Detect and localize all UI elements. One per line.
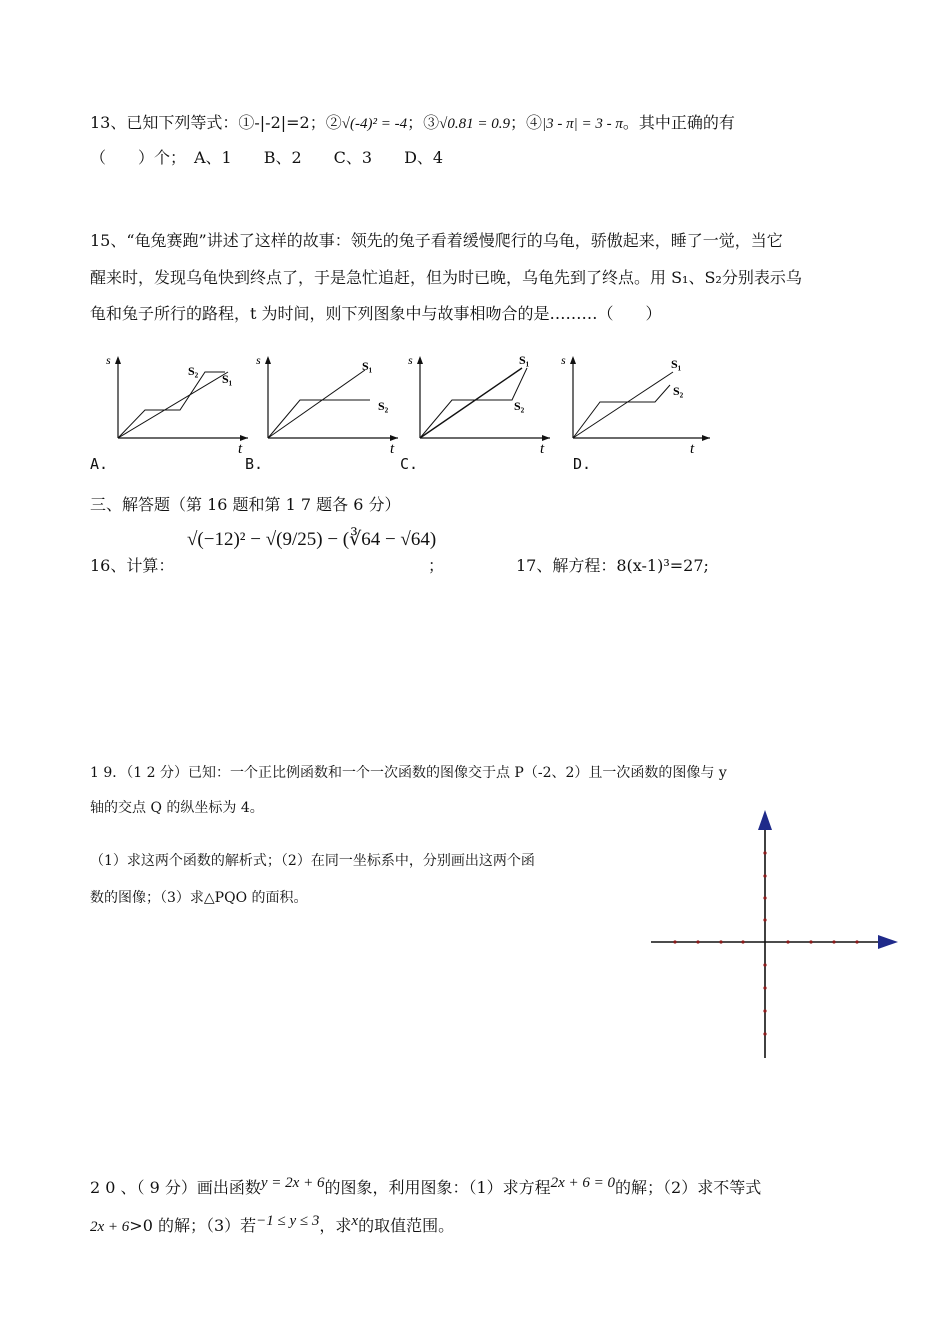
graph-d-t-label: t — [690, 441, 695, 455]
graph-d — [555, 350, 715, 455]
q20-mid1: 的图象，利用图象：（1）求方程 — [324, 1178, 551, 1197]
q20-line2 — [90, 1213, 454, 1236]
coordinate-axes — [648, 808, 904, 1060]
graph-a-s2-label: S₂ — [188, 364, 199, 378]
graph-b-choice: B. — [245, 455, 264, 473]
graph-b — [250, 350, 400, 455]
q20-mid4: ，求 — [319, 1216, 352, 1235]
q13-sep3: ；④ — [509, 113, 542, 132]
graph-d-choice: D. — [573, 455, 592, 473]
q20-equation: 2x + 6 = 0 — [550, 1175, 616, 1191]
q16-semicolon: ； — [428, 556, 445, 575]
q19-line3: （1）求这两个函数的解析式；（2）在同一坐标系中，分别画出这两个函 — [90, 853, 535, 869]
graph-b-t-label: t — [390, 441, 395, 455]
q13-sep2: ；③ — [407, 113, 440, 132]
graph-a-s-label: s — [106, 353, 111, 367]
q20-range: −1 ≤ y ≤ 3 — [256, 1213, 320, 1229]
q13-line2: （ ）个； A、1 B、2 C、3 D、4 — [90, 148, 444, 167]
q19-line1: 1 9．（1 2 分）已知：一个正比例函数和一个一次函数的图像交于点 P（-2、2）且一次函数的图像与 y — [90, 765, 727, 781]
graph-c — [402, 350, 552, 455]
q13-eq3: √0.81 = 0.9 — [439, 116, 510, 132]
graph-c-s1-label: S₁ — [519, 353, 530, 367]
q13-tail: 。其中正确的有 — [622, 113, 735, 132]
graph-a-t-label: t — [238, 441, 243, 455]
q15-line1: 15、“龟兔赛跑”讲述了这样的故事：领先的兔子看着缓慢爬行的乌龟，骄傲起来，睡了一觉，当它 — [90, 231, 783, 250]
graph-d-s1-label: S₁ — [671, 357, 682, 371]
q20-line1 — [90, 1175, 761, 1198]
section-3-heading: 三、解答题（第 16 题和第 1 7 题各 6 分） — [90, 495, 401, 514]
graph-c-s-label: s — [408, 353, 413, 367]
q15-line3: 龟和兔子所行的路程，t 为时间，则下列图象中与故事相吻合的是………（ ） — [90, 304, 662, 323]
graph-c-t-label: t — [540, 441, 545, 455]
graph-b-s2-label: S₂ — [378, 399, 389, 413]
q20-mid2: 的解；（2）求不等式 — [615, 1178, 762, 1197]
q20-mid3: >0 的解；（3）若 — [129, 1216, 257, 1235]
q15-line2: 醒来时，发现乌龟快到终点了，于是急忙追赶，但为时已晚，乌龟先到了终点。用 S₁、S₂分别表示乌 — [90, 268, 802, 287]
q20-lead: 2 0 、（ 9 分）画出函数 — [90, 1178, 261, 1197]
q16-expression: √(−12)² − √(9/25) − (∛64 − √64) — [187, 529, 437, 550]
graph-a — [100, 350, 250, 455]
q13-eq4: |3 - π| = 3 - π — [541, 116, 623, 132]
q20-function: y = 2x + 6 — [260, 1175, 325, 1191]
graph-a-choice: A. — [90, 455, 109, 473]
graph-c-choice: C. — [400, 455, 419, 473]
q20-inequality: 2x + 6 — [90, 1219, 130, 1235]
graph-d-s-label: s — [561, 353, 566, 367]
graph-b-s1-label: S₁ — [362, 359, 373, 373]
q19-line2: 轴的交点 Q 的纵坐标为 4。 — [90, 800, 264, 816]
graph-a-s1-label: S₁ — [222, 372, 233, 386]
graph-c-s2-label: S₂ — [514, 399, 525, 413]
q19-line4: 数的图像；（3）求△PQO 的面积。 — [90, 890, 308, 906]
q13-lead: 13、已知下列等式：①-|-2|=2；② — [90, 113, 342, 132]
q13-eq2: √(-4)² = -4 — [341, 116, 408, 132]
q13-line1 — [90, 110, 735, 133]
q20-tail: 的取值范围。 — [358, 1216, 455, 1235]
graph-d-s2-label: S₂ — [673, 384, 684, 398]
q20-x: x — [351, 1213, 359, 1229]
q16-label: 16、计算： — [90, 556, 175, 575]
graph-b-s-label: s — [256, 353, 261, 367]
q17-text: 17、解方程：8(x-1)³=27; — [516, 556, 709, 575]
